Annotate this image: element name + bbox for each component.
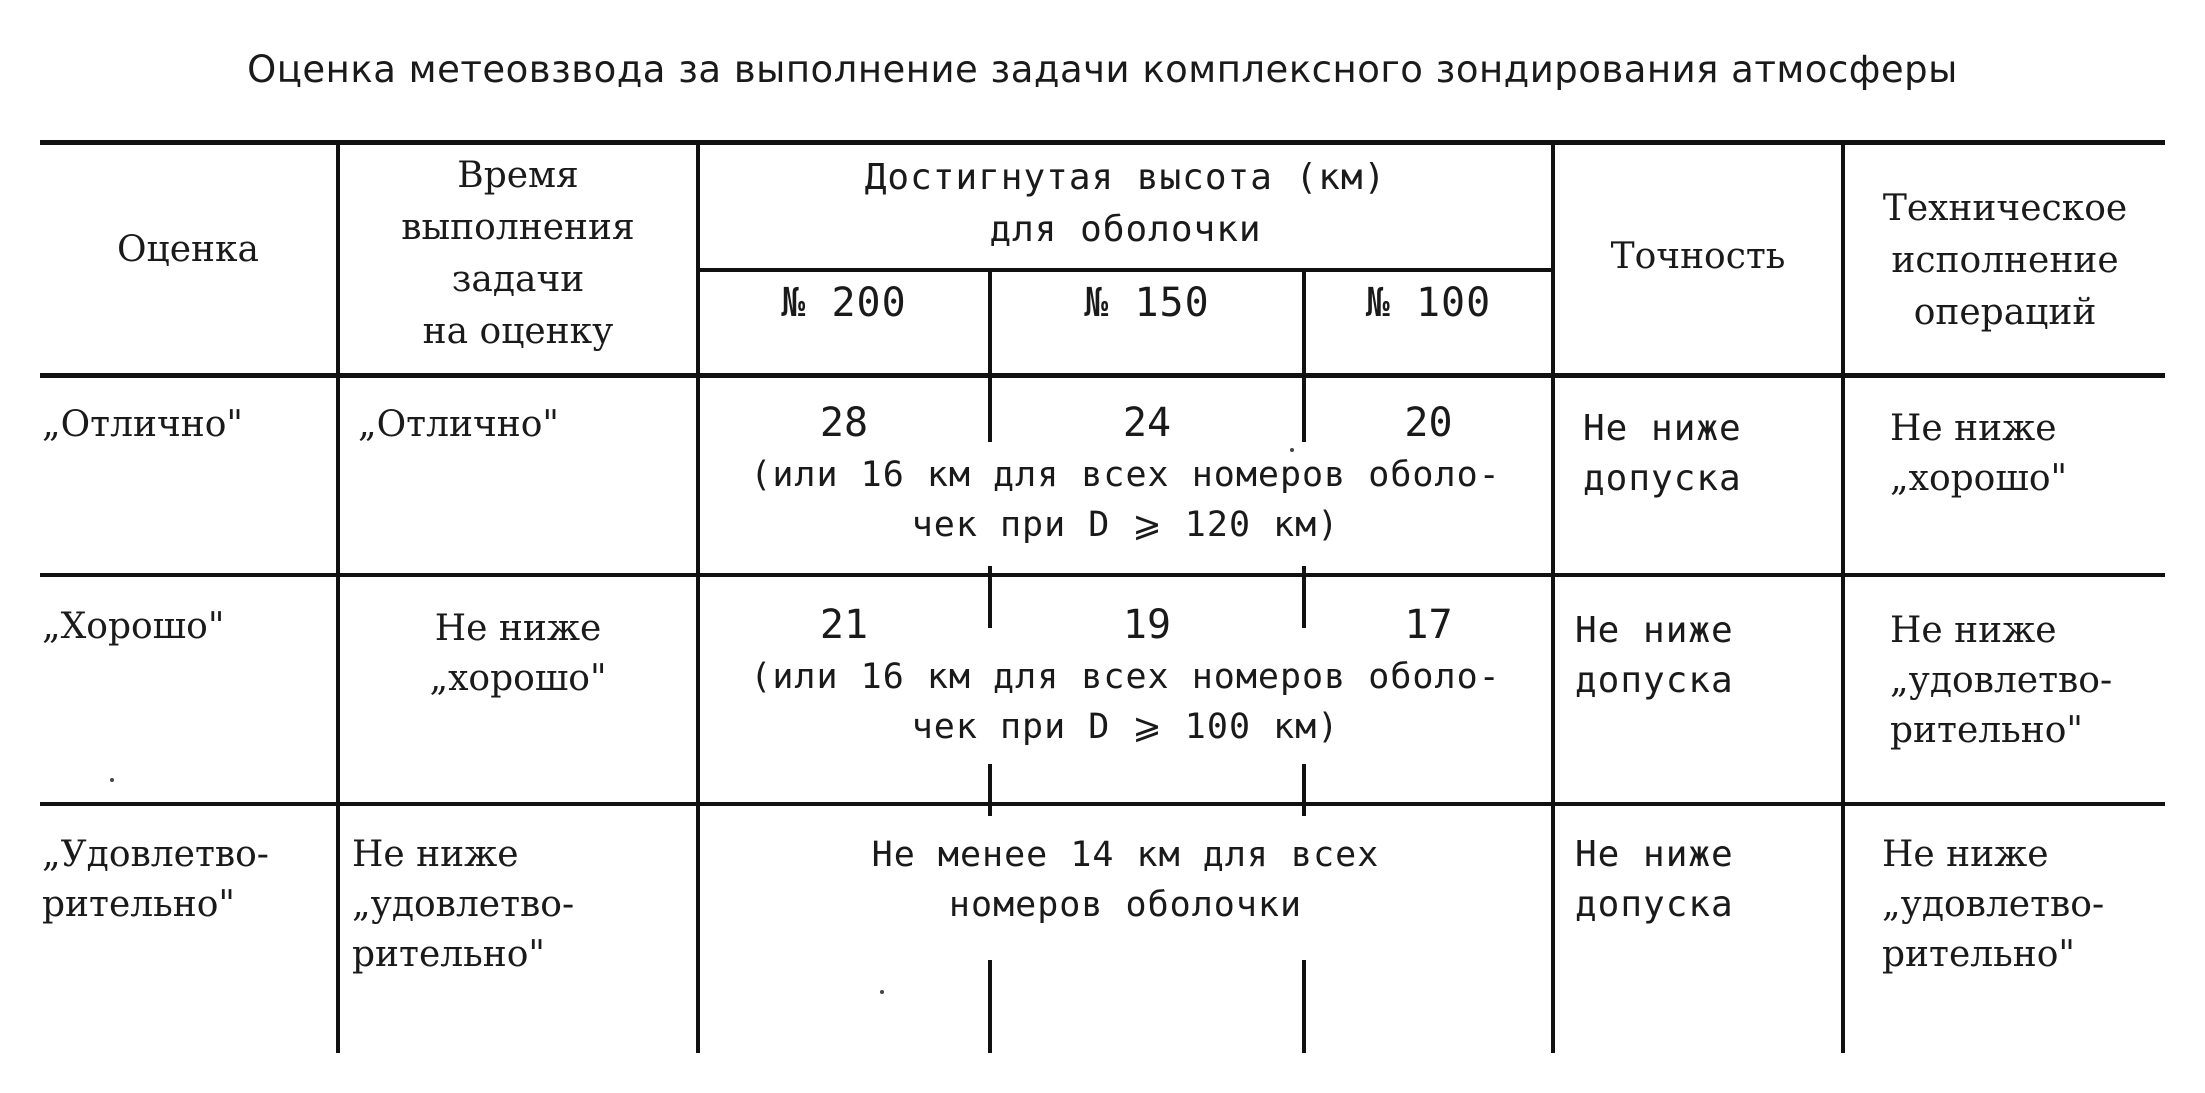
table-top-rule <box>40 140 2165 145</box>
header-bottom-rule <box>40 373 2165 378</box>
row1-grade: „Отлично" <box>42 404 243 445</box>
shell-divider-a-row2b <box>988 764 992 816</box>
row2-time: Не ниже „хорошо" <box>429 608 607 699</box>
header-accuracy: Точность <box>1610 236 1786 277</box>
row2-note: (или 16 км для всех номеров оболо- чек при D ⩾ 100 км) <box>750 657 1501 747</box>
row2-technical: Не ниже „удовлетво- рительно" <box>1890 610 2113 751</box>
row2-bottom-rule <box>40 802 2165 806</box>
shell-divider-b-row2b <box>1302 764 1306 816</box>
row2-height-200: 21 <box>819 602 869 648</box>
header-shell-200: № 200 <box>781 280 907 326</box>
row1-accuracy: Не ниже допуска <box>1583 408 1742 499</box>
row2-accuracy: Не ниже допуска <box>1575 610 1734 701</box>
row2-height-100: 17 <box>1404 602 1453 648</box>
document-title: Оценка метеовзвода за выполнение задачи комплексного зондирования атмосферы <box>247 48 1958 91</box>
row3-note: Не менее 14 км для всех номеров оболочки <box>871 835 1380 925</box>
row1-height-200: 28 <box>819 400 869 446</box>
row1-height-100: 20 <box>1404 400 1453 446</box>
header-grade: Оценка <box>117 229 259 270</box>
header-shell-150: № 150 <box>1084 280 1210 326</box>
row3-grade: „Удовлетво- рительно" <box>42 834 269 925</box>
header-time: Время выполнения задачи на оценку <box>401 155 635 352</box>
scan-speck <box>1290 448 1294 452</box>
row2-grade: „Хорошо" <box>42 606 225 647</box>
header-height: Достигнутая высота (км) для оболочки <box>864 157 1387 250</box>
row1-time: „Отлично" <box>358 404 559 445</box>
shell-divider-b-row3 <box>1302 960 1306 1053</box>
row1-note: (или 16 км для всех номеров оболо- чек при D ⩾ 120 км) <box>750 455 1501 545</box>
header-technical: Техническое исполнение операций <box>1882 188 2128 333</box>
row1-height-150: 24 <box>1122 400 1172 446</box>
row3-time: Не ниже „удовлетво- рительно" <box>352 834 575 975</box>
height-subheader-rule <box>700 268 1555 272</box>
row1-technical: Не ниже „хорошо" <box>1890 408 2068 499</box>
row3-accuracy: Не ниже допуска <box>1575 834 1734 925</box>
row3-technical: Не ниже „удовлетво- рительно" <box>1882 834 2105 975</box>
scan-speck <box>110 778 114 782</box>
scan-speck <box>880 990 884 994</box>
row1-bottom-rule <box>40 573 2165 577</box>
row2-height-150: 19 <box>1122 602 1172 648</box>
header-shell-100: № 100 <box>1365 280 1492 326</box>
shell-divider-a-row3 <box>988 960 992 1053</box>
